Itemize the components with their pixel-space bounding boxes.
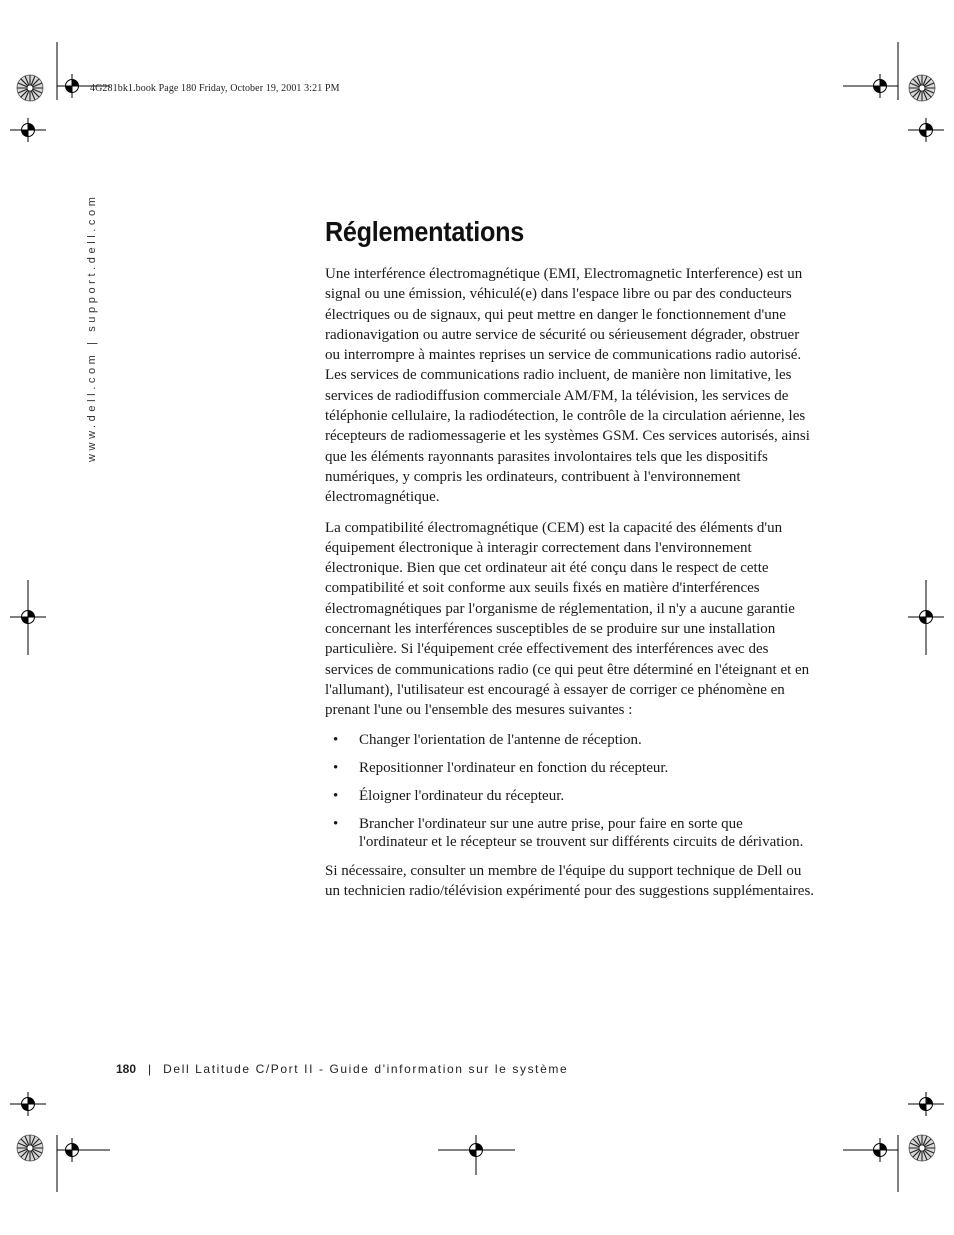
list-item: • Repositionner l'ordinateur en fonction du récepteur. xyxy=(325,759,815,778)
paragraph-cem: La compatibilité électromagnétique (CEM) est la capacité des éléments d'un équipement électronique à interagir correctement dans l'environnement électronique. Bien que cet ordinateur ait été conçu dans le respect de cette compatibilité et soit conforme aux seuils fixés en matière d'interférences électromagnétiques par l'organisme de réglementation, il n'y a aucune garantie concernant les interférences susceptibles de se produire sur une installation particulière. Si l'équipement crée effectivement des interférences avec des services de communications radio (ce qui peut être déterminé en l'éteignant et en l'allumant), l'utilisateur est encouragé à essayer de corriger ce phénomène en prenant l'une ou l'ensemble des mesures suivantes : xyxy=(325,519,810,719)
page-content xyxy=(325,212,815,912)
list-item: • Brancher l'ordinateur sur une autre prise, pour faire en sorte que l'ordinateur et le récepteur se trouvent sur différents circuits de dérivation. xyxy=(325,815,815,852)
footer-title: Dell Latitude C/Port II - Guide d'information sur le système xyxy=(163,1062,569,1076)
paragraph-closing: Si nécessaire, consulter un membre de l'équipe du support technique de Dell ou un technicien radio/télévision expérimenté pour des suggestions supplémentaires. xyxy=(325,863,815,900)
side-url: www.dell.com | support.dell.com xyxy=(86,193,98,462)
print-header: 4G281bk1.book Page 180 Friday, October 19, 2001 3:21 PM xyxy=(90,83,340,94)
paragraph-emi: Une interférence électromagnétique (EMI, Electromagnetic Interference) est un signal ou une émission, véhiculé(e) dans l'espace libre ou par des conducteurs électriques ou de signaux, qui peut mettre en danger le fonctionnement d'une radionavigation ou autre service de sécurité ou sérieusement dégrader, obstruer ou interrompre à maintes reprises un service de communications radio autorisé. Les services de communications radio incluent, de manière non limitative, les services de radiodiffusion commerciale AM/FM, la télévision, les services de téléphonie cellulaire, la radiodétection, le contrôle de la circulation aérienne, les récepteurs de radiomessagerie et les systèmes GSM. Ces services autorisés, ainsi que les éléments rayonnants parasites involontaires tels que les dispositifs numériques, y compris les ordinateurs, contribuent à l'environnement électromagnétique. xyxy=(325,266,810,506)
page-number: 180 xyxy=(116,1062,137,1076)
list-item: • Changer l'orientation de l'antenne de réception. xyxy=(325,731,815,750)
footer-separator: | xyxy=(148,1062,152,1076)
page-title: Réglementations xyxy=(325,216,524,247)
measures-list xyxy=(325,731,815,852)
list-item: • Éloigner l'ordinateur du récepteur. xyxy=(325,787,815,806)
page-footer xyxy=(116,1062,568,1076)
